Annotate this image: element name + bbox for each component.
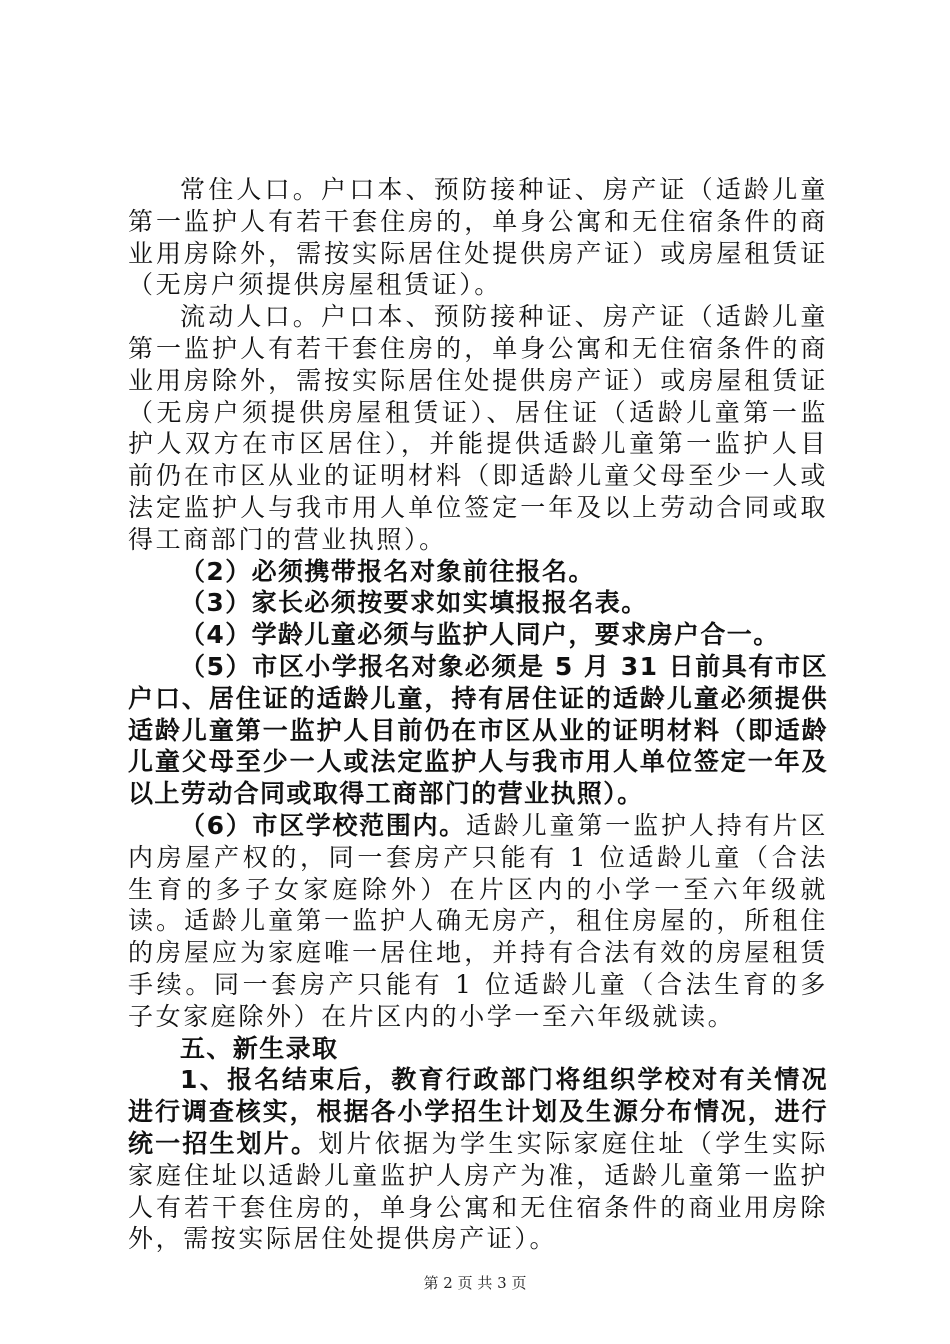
paragraph-admission-1-lead: 1、报名结束后，教育行政部门将组织学校对有关情况进行调查核实，根据各小学招生计划及生源分布情况，进行统一招生划片。 bbox=[128, 1065, 828, 1158]
paragraph-item-6-body: 适龄儿童第一监护人持有片区内房屋产权的，同一套房产只能有 1 位适龄儿童（合法生育的多子女家庭除外）在片区内的小学一至六年级就读。适龄儿童第一监护人确无房产，租住房屋的，所租住的房屋应为家庭唯一居住地，并持有合法有效的房屋租赁手续。同一套房产只能有 1 位适龄儿童（合法生育的多子女家庭除外）在片区内的小学一至六年级就读。 bbox=[128, 810, 828, 1031]
section-heading-admission: 五、新生录取 bbox=[180, 1033, 339, 1063]
paragraph-resident-population: 常住人口。户口本、预防接种证、房产证（适龄儿童第一监护人有若干套住房的，单身公寓和无住宿条件的商业用房除外，需按实际居住处提供房产证）或房屋租赁证（无房户须提供房屋租赁证）。 bbox=[128, 175, 828, 300]
paragraph-item-6 bbox=[128, 810, 828, 1033]
paragraph-item-3: （3）家长必须按要求如实填报报名表。 bbox=[180, 588, 648, 618]
paragraph-item-5: （5）市区小学报名对象必须是 5 月 31 日前具有市区户口、居住证的适龄儿童，持有居住证的适龄儿童必须提供适龄儿童第一监护人目前仍在市区从业的证明材料（即适龄儿童父母至少一人或法定监护人与我市用人单位签定一年及以上劳动合同或取得工商部门的营业执照）。 bbox=[128, 651, 828, 809]
paragraph-item-6-lead: （6）市区学校范围内。 bbox=[180, 810, 466, 840]
paragraph-admission-1-body: 划片依据为学生实际家庭住址（学生实际家庭住址以适龄儿童监护人房产为准，适龄儿童第一监护人有若干套住房的，单身公寓和无住宿条件的商业用房除外，需按实际居住处提供房产证）。 bbox=[128, 1128, 828, 1254]
document-body bbox=[128, 174, 828, 1255]
page-footer: 第 2 页 共 3 页 bbox=[423, 1274, 527, 1292]
paragraph-item-2: （2）必须携带报名对象前往报名。 bbox=[180, 556, 595, 586]
paragraph-floating-population: 流动人口。户口本、预防接种证、房产证（适龄儿童第一监护人有若干套住房的，单身公寓和无住宿条件的商业用房除外，需按实际居住处提供房产证）或房屋租赁证（无房户须提供房屋租赁证）、居住证（适龄儿童第一监护人双方在市区居住），并能提供适龄儿童第一监护人目前仍在市区从业的证明材料（即适龄儿童父母至少一人或法定监护人与我市用人单位签定一年及以上劳动合同或取得工商部门的营业执照）。 bbox=[128, 302, 828, 554]
paragraph-item-4: （4）学龄儿童必须与监护人同户，要求房户合一。 bbox=[180, 620, 780, 650]
paragraph-admission-1 bbox=[128, 1064, 828, 1255]
